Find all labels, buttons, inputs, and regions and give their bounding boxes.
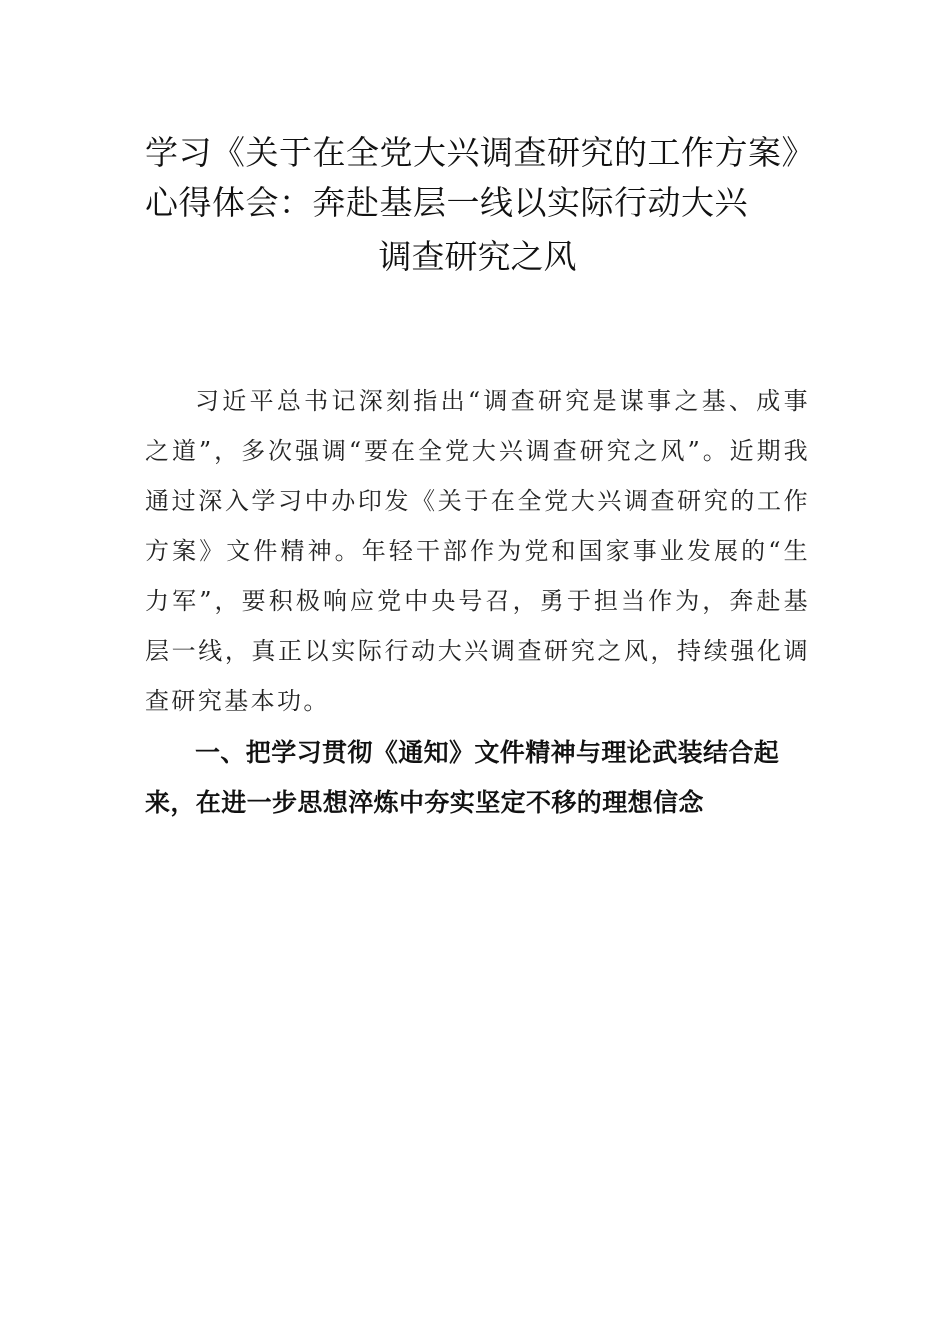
section-heading: 一、把学习贯彻《通知》文件精神与理论武装结合起来，在进一步思想淬炼中夯实坚定不移的理想信念 [145, 738, 780, 817]
title-subtitle: 调查研究之风 [378, 237, 577, 276]
document-title [145, 128, 810, 282]
body-paragraph: 习近平总书记深刻指出“调查研究是谋事之基、成事之道”，多次强调“要在全党大兴调查研究之风”。近期我通过深入学习中办印发《关于在全党大兴调查研究的工作方案》文件精神。年轻干部作为党和国家事业发展的“生力军”，要积极响应党中央号召，勇于担当作为，奔赴基层一线，真正以实际行动大兴调查研究之风，持续强化调查研究基本功。 [145, 387, 810, 715]
title-main: 学习《关于在全党大兴调查研究的工作方案》心得体会：奔赴基层一线以实际行动大兴 [145, 133, 799, 222]
document-body [145, 376, 810, 828]
